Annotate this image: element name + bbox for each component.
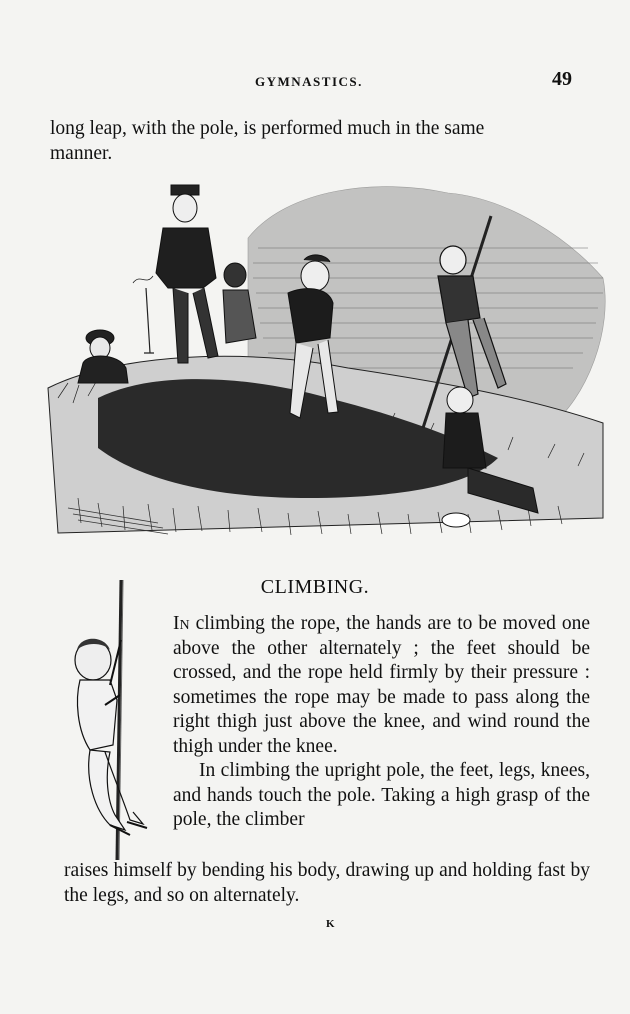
signature-mark: K [326, 918, 335, 930]
climbing-text [173, 612, 590, 833]
section-heading: CLIMBING. [260, 576, 370, 598]
paragraph-pole-continued: raises himself by bending his body, drawing up and holding fast by the legs, and so on alternately. [64, 860, 590, 906]
paragraph-pole: In climbing the upright pole, the feet, legs, knees, and hands touch the pole. Taking a high grasp of the pole, the climber [173, 760, 590, 830]
paragraph-rope [173, 612, 590, 759]
climbing-text-continued [64, 858, 590, 908]
page-number: 49 [552, 68, 572, 90]
paragraph-rope-text: climbing the rope, the hands are to be moved one above the other alternately ; the feet should be crossed, and the rope held firmly by their pressure : sometimes the rope may be made to pass along the right thigh just above the knee, and wind round the thigh under the knee. [173, 613, 590, 757]
running-title: GYMNASTICS. [255, 74, 363, 89]
crouching-boy [78, 330, 128, 383]
pole-leap-engraving [28, 168, 613, 553]
rope-climber-engraving [55, 580, 160, 865]
running-head [0, 68, 630, 98]
distant-tower [133, 276, 154, 353]
intro-line-2: manner. [50, 143, 113, 164]
standing-boy-tall [156, 185, 218, 363]
intro-paragraph [50, 116, 580, 166]
intro-line-1: long leap, with the pole, is performed much in the same [50, 118, 485, 139]
drop-word: In [173, 613, 190, 634]
